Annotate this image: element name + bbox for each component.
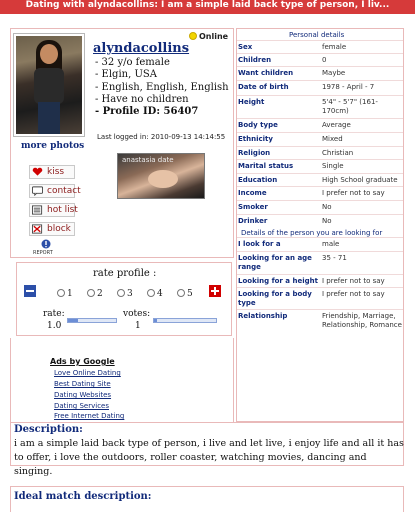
report-link[interactable]: REPORT bbox=[33, 250, 53, 256]
profile-id: - Profile ID: 56407 bbox=[95, 106, 199, 118]
detail-value: female bbox=[322, 43, 347, 51]
detail-value: High School graduate bbox=[322, 176, 398, 184]
photo-torso bbox=[34, 68, 64, 104]
looking-row-relationship bbox=[237, 309, 403, 343]
detail-label: Education bbox=[238, 176, 278, 184]
detail-label: Body type bbox=[238, 121, 278, 129]
detail-row-ethnicity bbox=[237, 132, 403, 145]
detail-label: Smoker bbox=[238, 203, 268, 211]
rate-label: rate: bbox=[43, 309, 65, 319]
detail-row-smoker bbox=[237, 200, 403, 213]
detail-label: Ethnicity bbox=[238, 135, 273, 143]
rate-option-label: 3 bbox=[127, 289, 133, 299]
looking-row-looking-for-a-body-type bbox=[237, 287, 403, 309]
rate-option-1[interactable] bbox=[57, 289, 73, 299]
contact-label: contact bbox=[47, 186, 81, 196]
looking-value: I prefer not to say bbox=[322, 277, 385, 285]
looking-value: 35 - 71 bbox=[322, 254, 347, 262]
block-button[interactable] bbox=[29, 222, 75, 236]
rate-option-2[interactable] bbox=[87, 289, 103, 299]
radio-circle-icon bbox=[87, 289, 95, 297]
ad-banner-face bbox=[148, 170, 178, 188]
looking-row-looking-for-a-height bbox=[237, 274, 403, 287]
kiss-label: kiss bbox=[47, 167, 65, 177]
radio-circle-icon bbox=[57, 289, 65, 297]
detail-value: No bbox=[322, 203, 332, 211]
detail-row-body-type bbox=[237, 118, 403, 131]
rate-option-label: 5 bbox=[187, 289, 193, 299]
looking-for-heading: Details of the person you are looking for bbox=[241, 229, 383, 237]
rate-bar-fill bbox=[68, 319, 78, 322]
looking-label: Looking for an age range bbox=[238, 254, 312, 271]
detail-label: Height bbox=[238, 98, 265, 106]
detail-row-marital-status bbox=[237, 159, 403, 172]
detail-label: Children bbox=[238, 56, 272, 64]
block-label: block bbox=[47, 224, 71, 234]
ideal-match-heading: Ideal match description: bbox=[14, 491, 152, 502]
detail-row-religion bbox=[237, 146, 403, 158]
block-icon bbox=[32, 224, 43, 234]
ideal-match-section bbox=[10, 486, 404, 512]
looking-row-looking-for-an-age-range bbox=[237, 251, 403, 273]
photo-legs bbox=[38, 102, 60, 134]
ad-banner-label: anastasia date bbox=[122, 156, 174, 164]
more-photos-link[interactable]: more photos bbox=[21, 141, 85, 151]
ad-link[interactable]: Love Online Dating bbox=[54, 369, 121, 377]
list-icon bbox=[32, 205, 43, 215]
fact-children: - Have no children bbox=[95, 93, 189, 105]
profile-photo[interactable] bbox=[16, 36, 82, 134]
detail-label: Marital status bbox=[238, 162, 294, 170]
rate-option-4[interactable] bbox=[147, 289, 163, 299]
window-title: Dating with alyndacollins: I am a simple laid back type of person, I liv... bbox=[0, 0, 415, 14]
looking-label: Looking for a height bbox=[238, 277, 318, 285]
looking-label: I look for a bbox=[238, 240, 281, 248]
detail-row-income bbox=[237, 186, 403, 199]
detail-row-education bbox=[237, 173, 403, 185]
fact-location: - Elgin, USA bbox=[95, 69, 157, 81]
looking-value: Friendship, Marriage, Relationship, Romance bbox=[322, 312, 402, 329]
votes-value: 1 bbox=[135, 321, 141, 331]
description-section bbox=[10, 422, 404, 477]
personal-details-panel bbox=[236, 28, 404, 422]
rate-up-button[interactable] bbox=[209, 285, 221, 297]
ads-panel bbox=[10, 338, 234, 422]
detail-row-date-of-birth bbox=[237, 80, 403, 94]
detail-value: Mixed bbox=[322, 135, 343, 143]
detail-value: Christian bbox=[322, 149, 354, 157]
rate-profile-panel bbox=[16, 262, 232, 336]
detail-label: Income bbox=[238, 189, 267, 197]
kiss-button[interactable] bbox=[29, 165, 75, 179]
detail-value: 5'4" - 5'7" (161-170cm) bbox=[322, 98, 378, 115]
detail-value: Maybe bbox=[322, 69, 346, 77]
profile-username[interactable]: alyndacollins bbox=[93, 41, 190, 56]
rate-down-button[interactable] bbox=[24, 285, 36, 297]
detail-row-sex bbox=[237, 40, 403, 52]
profile-facts bbox=[95, 57, 229, 118]
detail-row-children bbox=[237, 53, 403, 65]
online-status-label: Online bbox=[199, 32, 229, 41]
ad-link[interactable]: Free Internet Dating bbox=[54, 412, 125, 420]
profile-summary-panel bbox=[10, 28, 234, 258]
rate-option-label: 4 bbox=[157, 289, 163, 299]
detail-row-height bbox=[237, 95, 403, 117]
detail-label: Want children bbox=[238, 69, 294, 77]
rate-option-3[interactable] bbox=[117, 289, 133, 299]
rate-value: 1.0 bbox=[47, 321, 62, 331]
detail-value: No bbox=[322, 217, 332, 225]
ad-link[interactable]: Dating Websites bbox=[54, 391, 112, 399]
photo-face bbox=[40, 44, 58, 64]
ads-by-google-title[interactable]: Ads by Google bbox=[50, 357, 115, 366]
online-dot-icon bbox=[189, 32, 197, 40]
looking-value: I prefer not to say bbox=[322, 290, 385, 298]
votes-bar bbox=[153, 318, 217, 323]
ad-banner-image[interactable] bbox=[117, 153, 205, 199]
description-heading: Description: bbox=[14, 424, 83, 435]
detail-label: Religion bbox=[238, 149, 271, 157]
online-status bbox=[189, 32, 228, 41]
detail-label: Drinker bbox=[238, 217, 268, 225]
detail-row-want-children bbox=[237, 66, 403, 79]
looking-label: Looking for a body type bbox=[238, 290, 312, 307]
rate-option-label: 1 bbox=[67, 289, 73, 299]
contact-button[interactable] bbox=[29, 184, 81, 198]
detail-value: 0 bbox=[322, 56, 327, 64]
hot-list-label: hot list bbox=[47, 205, 78, 215]
fact-languages: - English, English, English bbox=[95, 81, 229, 93]
rate-profile-title: rate profile : bbox=[93, 268, 157, 279]
heart-icon bbox=[32, 167, 43, 177]
radio-circle-icon bbox=[117, 289, 125, 297]
votes-bar-fill bbox=[154, 319, 157, 322]
looking-value: male bbox=[322, 240, 340, 248]
detail-row-drinker bbox=[237, 214, 403, 226]
fact-age-gender: - 32 y/o female bbox=[95, 57, 170, 68]
rate-option-label: 2 bbox=[97, 289, 103, 299]
rate-option-5[interactable] bbox=[177, 289, 193, 299]
profile-photo-frame[interactable] bbox=[13, 33, 85, 137]
detail-label: Date of birth bbox=[238, 83, 289, 91]
ad-link[interactable]: Dating Services bbox=[54, 402, 109, 410]
chat-bubble-icon bbox=[32, 186, 43, 196]
votes-label: votes: bbox=[123, 309, 151, 319]
detail-label: Sex bbox=[238, 43, 253, 51]
detail-value: Average bbox=[322, 121, 351, 129]
radio-circle-icon bbox=[147, 289, 155, 297]
ad-link[interactable]: Best Dating Site bbox=[54, 380, 111, 388]
detail-value: Single bbox=[322, 162, 344, 170]
detail-value: I prefer not to say bbox=[322, 189, 385, 197]
report-icon[interactable] bbox=[40, 239, 52, 249]
looking-row-i-look-for-a bbox=[237, 237, 403, 250]
description-text: i am a simple laid back type of person, i live and let live, i enjoy life and all it has to offer, i love the outdoors, roller coaster, watching movies, dancing and singing. bbox=[14, 438, 404, 477]
looking-label: Relationship bbox=[238, 312, 288, 320]
last-login: Last logged in: 2010-09-13 14:14:55 bbox=[97, 133, 226, 141]
rate-bar bbox=[67, 318, 117, 323]
personal-details-heading: Personal details bbox=[289, 31, 345, 39]
detail-value: 1978 - April - 7 bbox=[322, 83, 375, 91]
radio-circle-icon bbox=[177, 289, 185, 297]
hot-list-button[interactable] bbox=[29, 203, 78, 217]
